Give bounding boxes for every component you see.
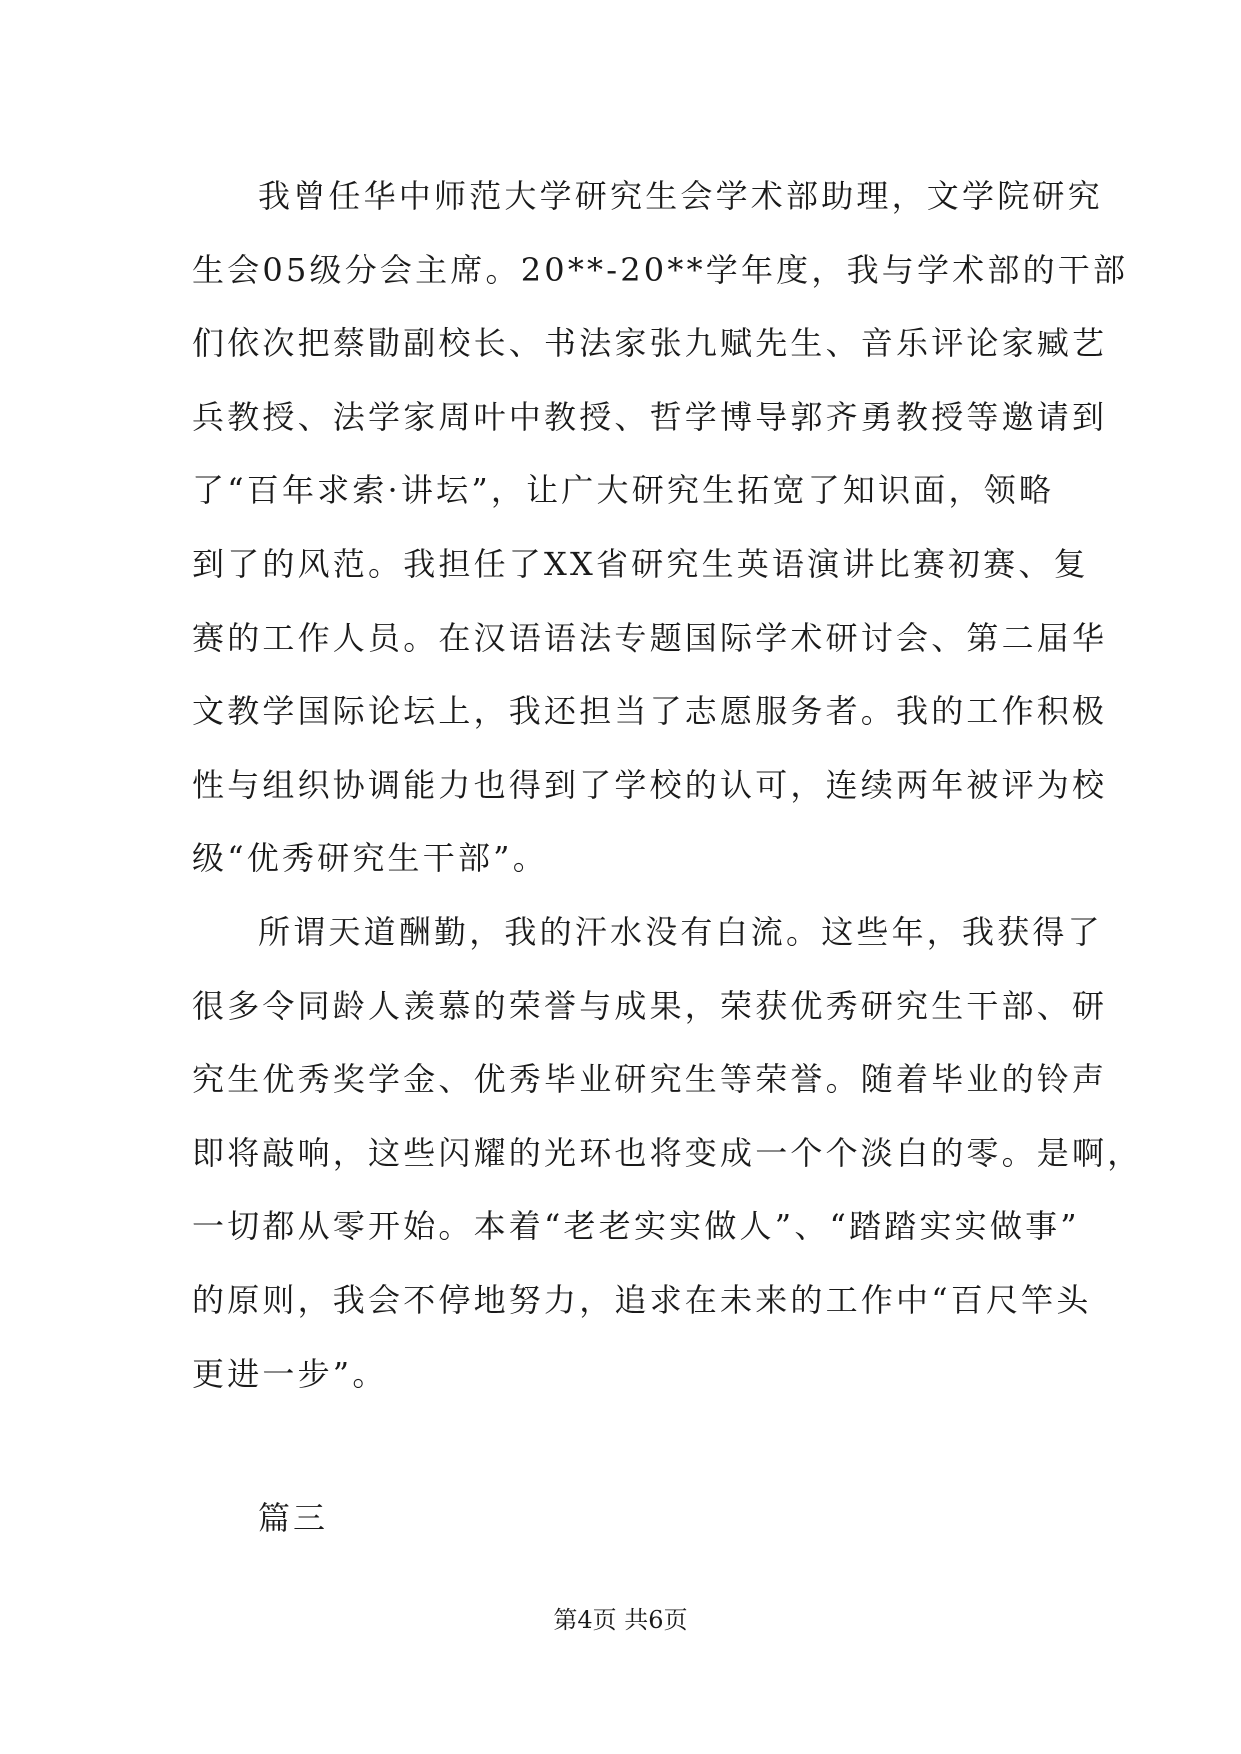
paragraph-1-line: 文教学国际论坛上，我还担当了志愿服务者。我的工作积极 [192, 692, 1108, 731]
paragraph-1-line: 到了的风范。我担任了XX省研究生英语演讲比赛初赛、复 [192, 544, 1089, 583]
paragraph-1-line: 我曾任华中师范大学研究生会学术部助理，文学院研究 [258, 177, 1103, 215]
section-heading: 篇三 [258, 1499, 329, 1537]
paragraph-2-line: 的原则，我会不停地努力，追求在未来的工作中“百尺竿头 [192, 1280, 1092, 1319]
paragraph-1-line: 兵教授、法学家周叶中教授、哲学博导郭齐勇教授等邀请到 [192, 397, 1108, 436]
paragraph-2-line: 一切都从零开始。本着“老老实实做人”、“踏踏实实做事” [192, 1207, 1080, 1246]
paragraph-1-line: 级“优秀研究生干部”。 [192, 839, 548, 878]
paragraph-1-line: 们依次把蔡勖副校长、书法家张九赋先生、音乐评论家臧艺 [192, 324, 1108, 363]
paragraph-1-line: 生会05级分会主席。20**-20**学年度，我与学术部的干部 [192, 250, 1129, 289]
paragraph-1-line: 了“百年求索·讲坛”，让广大研究生拓宽了知识面，领略 [192, 471, 1055, 510]
page-number-footer: 第4页 共6页 [553, 1606, 688, 1634]
paragraph-2-line: 更进一步”。 [192, 1354, 388, 1393]
body-text [192, 160, 1143, 1411]
paragraph-2-line: 所谓天道酬勤，我的汗水没有白流。这些年，我获得了 [258, 912, 1103, 951]
paragraph-2-line: 即将敲响，这些闪耀的光环也将变成一个个淡白的零。是啊， [192, 1133, 1143, 1172]
paragraph-2-line: 很多令同龄人羡慕的荣誉与成果，荣获优秀研究生干部、研 [192, 986, 1108, 1025]
paragraph-2-line: 究生优秀奖学金、优秀毕业研究生等荣誉。随着毕业的铃声 [192, 1060, 1108, 1099]
paragraph-1-line: 赛的工作人员。在汉语语法专题国际学术研讨会、第二届华 [192, 618, 1108, 657]
paragraph-1-line: 性与组织协调能力也得到了学校的认可，连续两年被评为校 [192, 765, 1108, 804]
